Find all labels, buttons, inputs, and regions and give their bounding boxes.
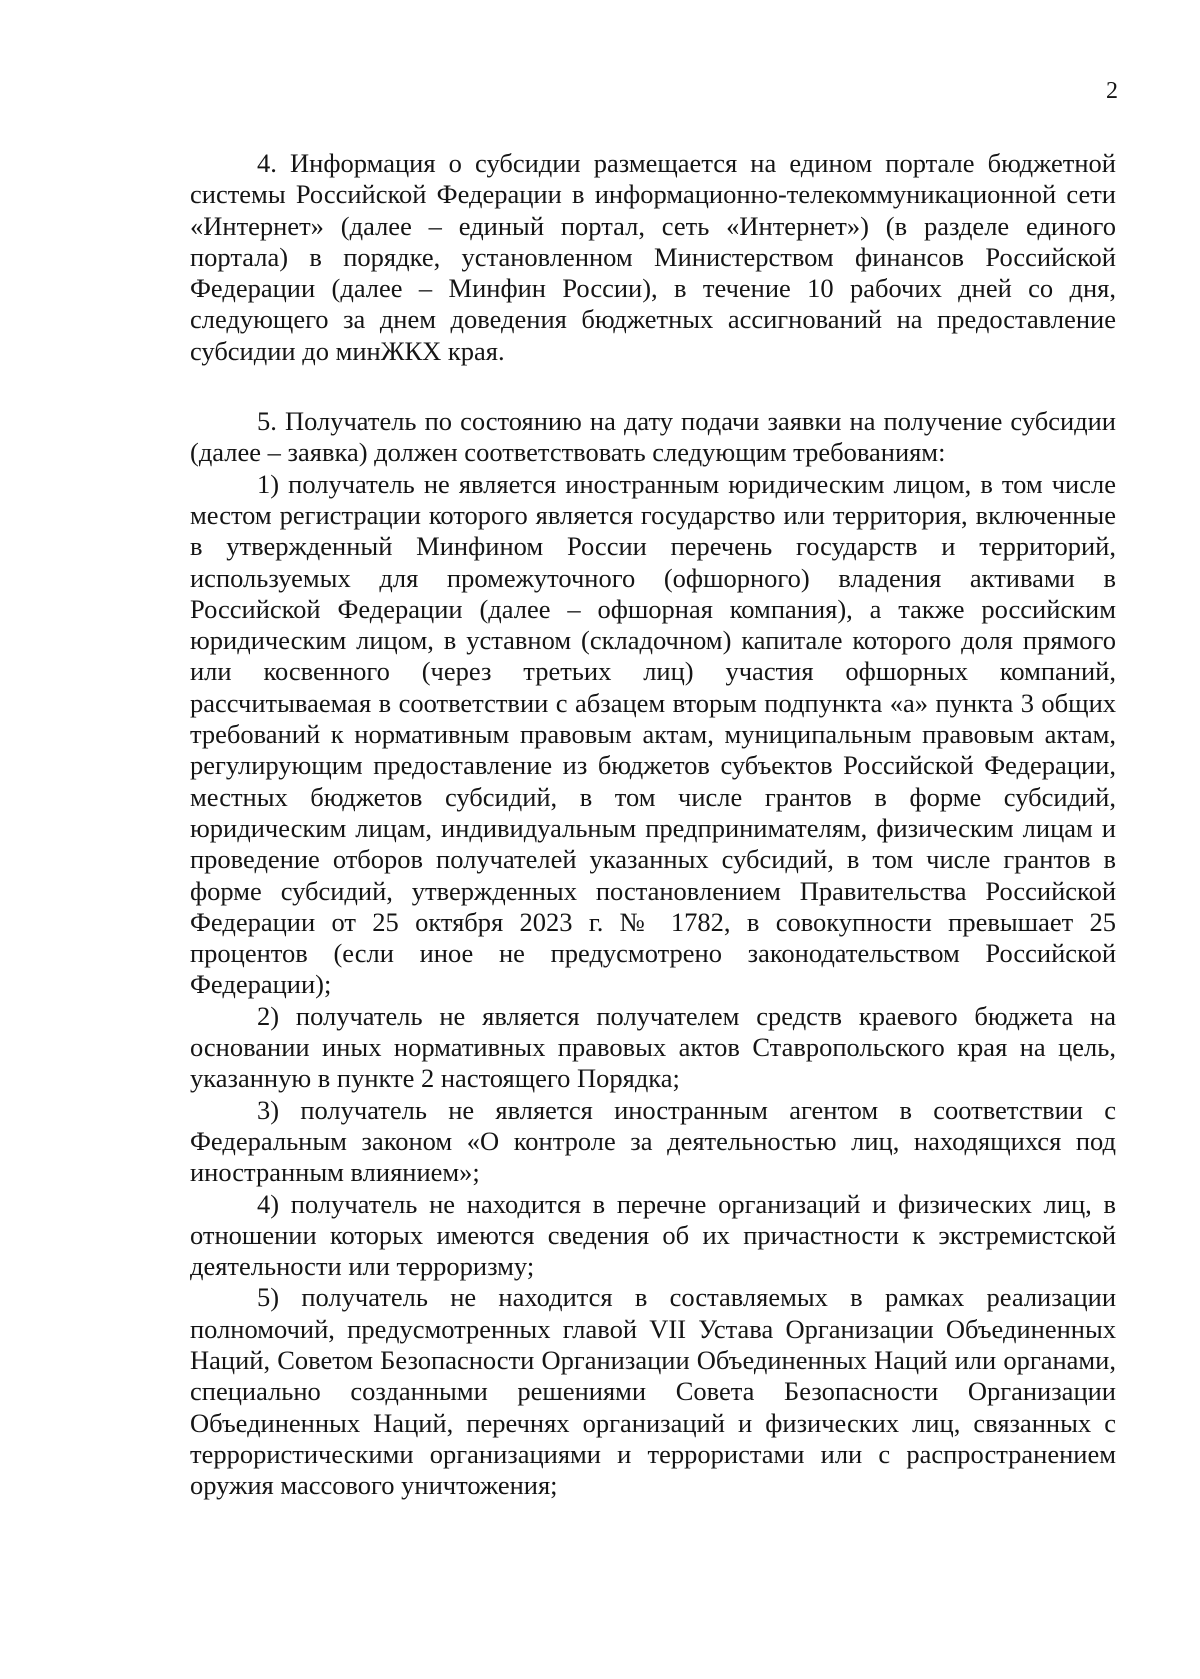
paragraph-5-recipient-requirements: 5. Получатель по состоянию на дату подачи заявки на получение субсидии (далее – заявка) должен соответствовать следующим требованиям: — [190, 406, 1116, 468]
page-number: 2 — [1106, 78, 1118, 104]
requirement-3-foreign-agent: 3) получатель не является иностранным агентом в соответствии с Федеральным законом «О контроле за деятельностью лиц, находящихся под иностранным влиянием»; — [190, 1094, 1116, 1188]
section-gap — [190, 367, 1116, 406]
requirement-4-extremism-list: 4) получатель не находится в перечне организаций и физических лиц, в отношении которых имеются сведения об их причастности к экстремистской деятельности или терроризму; — [190, 1188, 1116, 1282]
document-body — [190, 148, 1116, 1501]
requirement-5-un-sanctions-list: 5) получатель не находится в составляемых в рамках реализации полномочий, предусмотренных главой VII Устава Организации Объединенных Наций, Советом Безопасности Организации Объединенных Наций или органами, специально созданными решениями Совета Безопасности Организации Объединенных Наций, перечнях организаций и физических лиц, связанных с террористическими организациями и террористами или с распространением оружия массового уничтожения; — [190, 1282, 1116, 1501]
requirement-1-foreign-entity: 1) получатель не является иностранным юридическим лицом, в том числе местом регистрации которого является государство или территория, включенные в утвержденный Минфином России перечень государств и территорий, используемых для промежуточного (офшорного) владения активами в Российской Федерации (далее – офшорная компания), а также российским юридическим лицом, в уставном (складочном) капитале которого доля прямого или косвенного (через третьих лиц) участия офшорных компаний, рассчитываемая в соответствии с абзацем вторым подпункта «а» пункта 3 общих требований к нормативным правовым актам, муниципальным правовым актам, регулирующим предоставление из бюджетов субъектов Российской Федерации, местных бюджетов субсидий, в том числе грантов в форме субсидий, юридическим лицам, индивидуальным предпринимателям, физическим лицам и проведение отборов получателей указанных субсидий, в том числе грантов в форме субсидий, утвержденных постановлением Правительства Российской Федерации от 25 октября 2023 г. № 1782, в совокупности превышает 25 процентов (если иное не предусмотрено законодательством Российской Федерации); — [190, 468, 1116, 1000]
paragraph-4-subsidy-information: 4. Информация о субсидии размещается на едином портале бюджетной системы Российской Федерации в информационно-телекоммуникационной сети «Интернет» (далее – единый портал, сеть «Интернет») (в разделе единого портала) в порядке, установленном Министерством финансов Российской Федерации (далее – Минфин России), в течение 10 рабочих дней со дня, следующего за днем доведения бюджетных ассигнований на предоставление субсидии до минЖКХ края. — [190, 148, 1116, 366]
requirement-2-budget-funds: 2) получатель не является получателем средств краевого бюджета на основании иных нормативных правовых актов Ставропольского края на цель, указанную в пункте 2 настоящего Порядка; — [190, 1000, 1116, 1094]
